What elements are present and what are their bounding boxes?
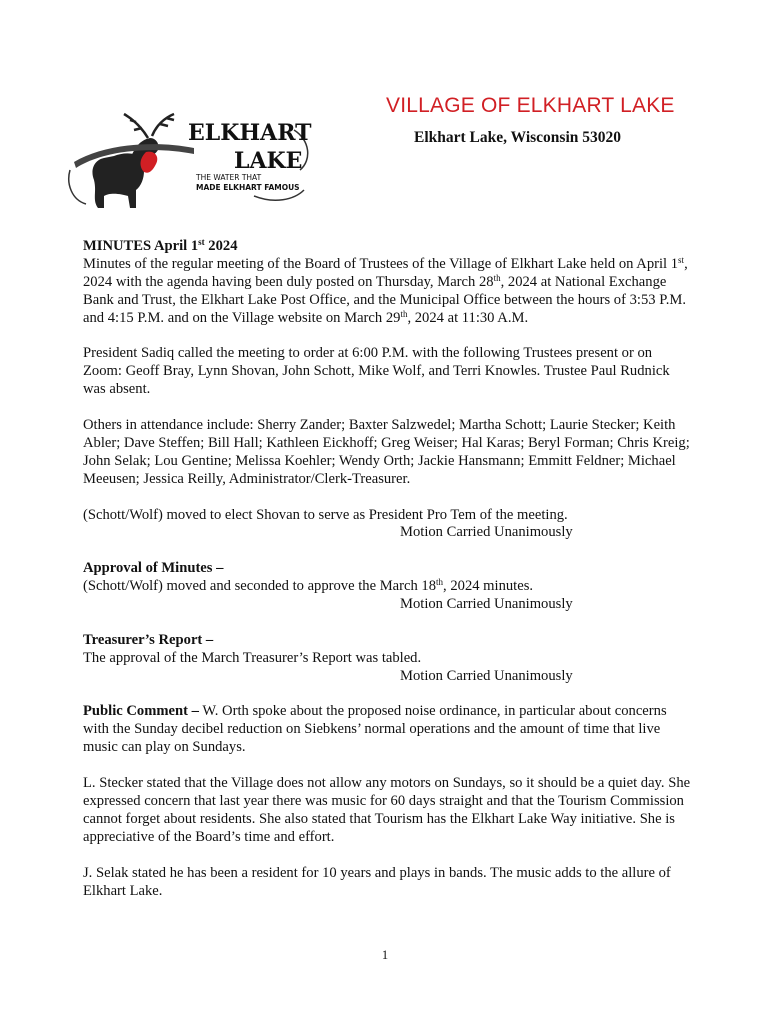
treasurer-text: The approval of the March Treasurer’s Report was tabled. xyxy=(83,649,422,666)
attendance-paragraph: Others in attendance include: Sherry Zander; Baxter Salzwedel; Martha Schott; Laurie Stecker; Keith Abler; Dave Steffen; Bill Hall; Kathleen Eickhoff; Greg Weiser; Hal Karas; Beryl Forman; Chris Kreig; John Selak; Lou Gentine; Melissa Koehler; Wendy Orth; Jackie Hansmann; Emmitt Feldner; Michael Meeusen; Jessica Reilly, Administrator/Clerk-Treasurer. xyxy=(83,417,690,487)
village-address: Elkhart Lake, Wisconsin 53020 xyxy=(414,129,622,146)
call-to-order-paragraph: President Sadiq called the meeting to order at 6:00 P.M. with the following Trustees present or on Zoom: Geoff Bray, Lynn Shovan, John Schott, Mike Wolf, and Terri Knowles. Trustee Paul Rudnick was absent. xyxy=(83,345,670,398)
heading-prefix: MINUTES April 1 xyxy=(83,238,199,254)
intro-part-4: , 2024 at 11:30 A.M. xyxy=(407,309,529,326)
intro-sup-2: th xyxy=(493,272,501,283)
approval-heading: Approval of Minutes – xyxy=(83,560,224,577)
minutes-body xyxy=(83,238,693,918)
logo-slogan-line2: MADE ELKHART FAMOUS xyxy=(196,183,300,192)
intro-sup-3: th xyxy=(400,308,408,319)
approval-text-1: (Schott/Wolf) moved and seconded to approve the March 18 xyxy=(83,578,437,595)
treasurer-result: Motion Carried Unanimously xyxy=(400,667,573,684)
public-comment-heading: Public Comment – xyxy=(83,703,199,720)
intro-sup-1: st xyxy=(678,254,685,265)
pro-tem-result: Motion Carried Unanimously xyxy=(400,524,573,541)
page-number: 1 xyxy=(381,948,389,962)
public-comment-orth-text: W. Orth spoke about the proposed noise ordinance, in particular about concerns with the Sunday decibel reduction on Siebkens’ normal operations and the amount of time that live music can play on Sundays. xyxy=(83,703,667,756)
intro-part-1: Minutes of the regular meeting of the Board of Trustees of the Village of Elkhart Lake held on April 1 xyxy=(83,255,679,272)
village-name: VILLAGE OF ELKHART LAKE xyxy=(386,94,675,117)
approval-text-2: , 2024 minutes. xyxy=(443,578,534,595)
approval-result: Motion Carried Unanimously xyxy=(400,596,573,613)
heading-sup: st xyxy=(198,237,205,247)
treasurer-section xyxy=(83,632,693,686)
minutes-heading xyxy=(83,238,693,256)
pro-tem-motion xyxy=(83,507,693,543)
logo-word-top: ELKHART xyxy=(188,120,312,146)
logo-word-bottom: LAKE xyxy=(234,148,303,174)
approval-section xyxy=(83,560,693,614)
heading-suffix: 2024 xyxy=(204,238,238,254)
public-comment-selak: J. Selak stated he has been a resident for 10 years and plays in bands. The music adds to the allure of Elkhart Lake. xyxy=(83,864,671,899)
public-comment-stecker: L. Stecker stated that the Village does not allow any motors on Sundays, so it should be a quiet day. She expressed concern that last year there was music for 60 days straight and that the Tourism Commission cannot forget about residents. She also stated that Tourism has the Elkhart Lake Way initiative. She is appreciative of the Board’s time and effort. xyxy=(83,775,691,845)
intro-paragraph xyxy=(83,256,693,328)
elk-antlers xyxy=(124,114,174,138)
public-comment-orth xyxy=(83,703,693,757)
treasurer-heading: Treasurer’s Report – xyxy=(83,631,214,648)
elkhart-lake-logo xyxy=(64,100,314,218)
pro-tem-text: (Schott/Wolf) moved to elect Shovan to serve as President Pro Tem of the meeting. xyxy=(83,506,568,523)
approval-sup: th xyxy=(436,577,444,588)
intro-part-2: , 2024 with the agenda having been duly posted on Thursday, March 28 xyxy=(83,255,688,290)
intro-part-3: , 2024 at National Exchange Bank and Trust, the Elkhart Lake Post Office, and the Municipal Office between the hours of 3:53 P.M. and 4:15 P.M. and on the Village website on March 29 xyxy=(83,273,686,326)
logo-slogan-line1: THE WATER THAT xyxy=(196,173,262,182)
